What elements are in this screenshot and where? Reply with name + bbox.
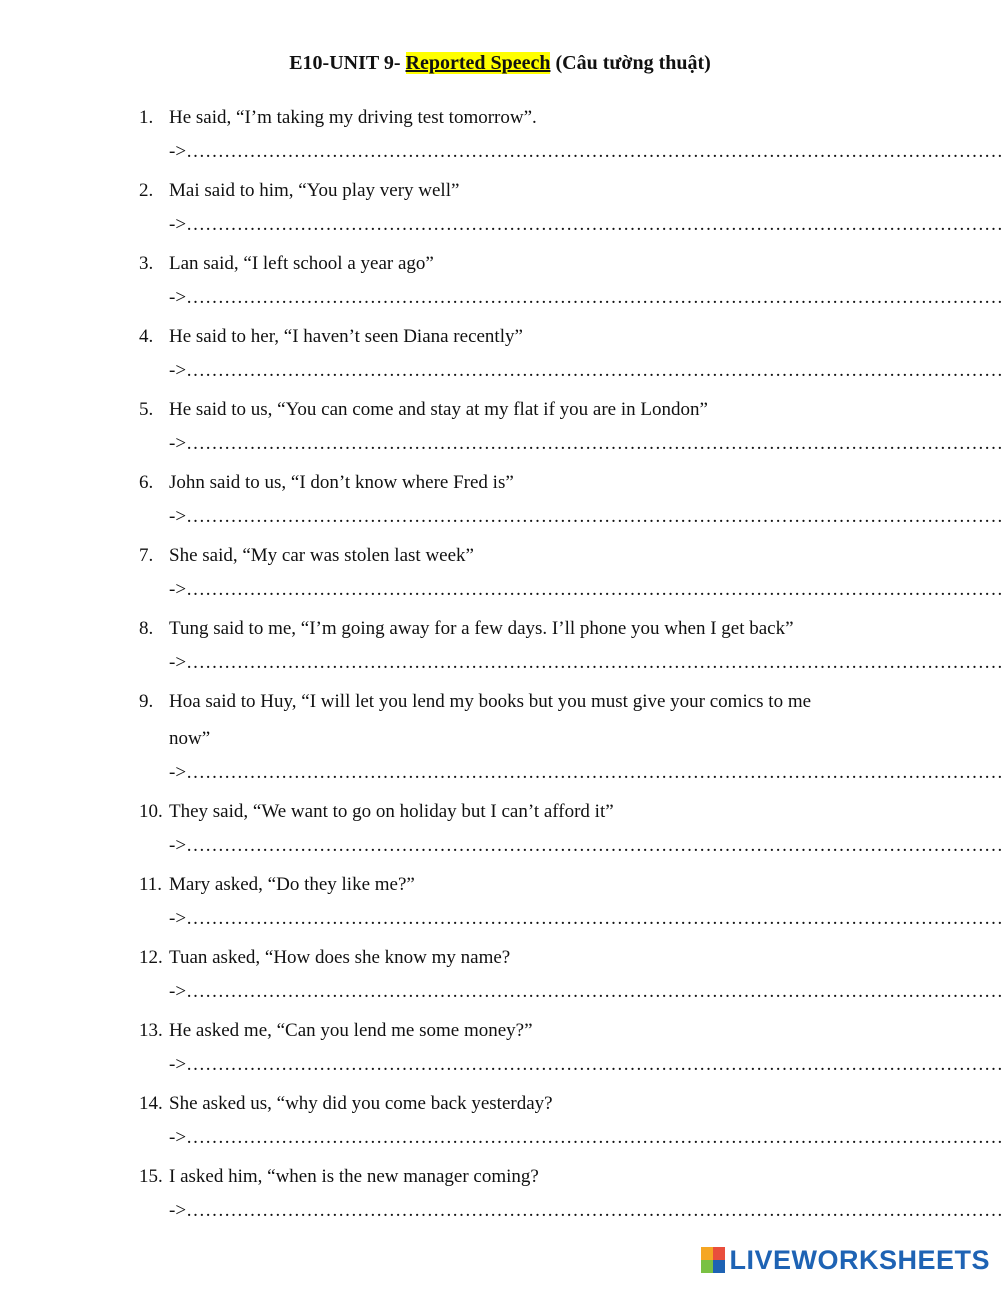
question-text: He said to us, “You can come and stay at my flat if you are in London” xyxy=(169,399,708,420)
question-item xyxy=(139,537,899,574)
question-item xyxy=(139,318,899,355)
question-item xyxy=(139,793,899,830)
question-number: 11. xyxy=(139,874,163,895)
answer-line[interactable]: ->………………………………………………………………………………………………………………… xyxy=(169,1200,1003,1221)
question-number: 12. xyxy=(139,947,163,968)
question-number: 13. xyxy=(139,1020,163,1041)
question-item xyxy=(139,939,899,976)
liveworksheets-logo xyxy=(701,1245,990,1275)
question-item xyxy=(139,1158,899,1195)
answer-line[interactable]: ->………………………………………………………………………………………………………………… xyxy=(169,214,1003,235)
question-item xyxy=(139,610,899,647)
question-text: They said, “We want to go on holiday but I can’t afford it” xyxy=(169,801,614,822)
question-text: Mary asked, “Do they like me?” xyxy=(169,874,415,895)
question-item xyxy=(139,1012,899,1049)
question-item xyxy=(139,391,899,428)
question-item xyxy=(139,464,899,501)
logo-tile xyxy=(713,1260,725,1273)
question-number: 4. xyxy=(139,326,154,347)
question-text-continued: now” xyxy=(169,728,211,749)
question-text: Lan said, “I left school a year ago” xyxy=(169,253,434,274)
question-item xyxy=(139,245,899,282)
answer-line[interactable]: ->………………………………………………………………………………………………………………… xyxy=(169,762,1003,783)
logo-text: LIVEWORKSHEETS xyxy=(729,1244,990,1275)
question-number: 3. xyxy=(139,253,154,274)
answer-line[interactable]: ->………………………………………………………………………………………………………………… xyxy=(169,360,1003,381)
question-item xyxy=(139,172,899,209)
question-text: He asked me, “Can you lend me some money?” xyxy=(169,1020,533,1041)
question-item xyxy=(139,1085,899,1122)
answer-line[interactable]: ->………………………………………………………………………………………………………………… xyxy=(169,981,1003,1002)
question-text: He said, “I’m taking my driving test tomorrow”. xyxy=(169,107,537,128)
logo-icon xyxy=(701,1247,725,1273)
question-text: I asked him, “when is the new manager coming? xyxy=(169,1166,539,1187)
question-text: John said to us, “I don’t know where Fred is” xyxy=(169,472,514,493)
title-prefix: E10-UNIT 9- xyxy=(289,52,406,74)
question-text: Tung said to me, “I’m going away for a few days. I’ll phone you when I get back” xyxy=(169,618,794,639)
question-number: 6. xyxy=(139,472,154,493)
answer-line[interactable]: ->………………………………………………………………………………………………………………… xyxy=(169,506,1003,527)
question-text: She asked us, “why did you come back yesterday? xyxy=(169,1093,553,1114)
logo-tile xyxy=(713,1247,725,1260)
question-number: 14. xyxy=(139,1093,163,1114)
answer-line[interactable]: ->………………………………………………………………………………………………………………… xyxy=(169,579,1003,600)
question-text: She said, “My car was stolen last week” xyxy=(169,545,474,566)
worksheet-title xyxy=(0,52,1000,75)
question-number: 9. xyxy=(139,691,154,712)
question-text: Hoa said to Huy, “I will let you lend my books but you must give your comics to me xyxy=(169,691,812,712)
logo-tile xyxy=(701,1247,713,1260)
answer-line[interactable]: ->………………………………………………………………………………………………………………… xyxy=(169,141,1003,162)
answer-line[interactable]: ->………………………………………………………………………………………………………………… xyxy=(169,1054,1003,1075)
question-item xyxy=(139,99,899,136)
answer-line[interactable]: ->………………………………………………………………………………………………………………… xyxy=(169,835,1003,856)
answer-line[interactable]: ->………………………………………………………………………………………………………………… xyxy=(169,433,1003,454)
question-text: Tuan asked, “How does she know my name? xyxy=(169,947,511,968)
question-text: He said to her, “I haven’t seen Diana recently” xyxy=(169,326,523,347)
question-number: 8. xyxy=(139,618,154,639)
answer-line[interactable]: ->………………………………………………………………………………………………………………… xyxy=(169,908,1003,929)
question-number: 7. xyxy=(139,545,154,566)
answer-line[interactable]: ->………………………………………………………………………………………………………………… xyxy=(169,287,1003,308)
answer-line[interactable]: ->………………………………………………………………………………………………………………… xyxy=(169,652,1003,673)
question-number: 10. xyxy=(139,801,163,822)
question-number: 15. xyxy=(139,1166,163,1187)
logo-tile xyxy=(701,1260,713,1273)
answer-line[interactable]: ->………………………………………………………………………………………………………………… xyxy=(169,1127,1003,1148)
question-item xyxy=(139,683,899,749)
question-number: 2. xyxy=(139,180,154,201)
question-number: 5. xyxy=(139,399,154,420)
question-number: 1. xyxy=(139,107,154,128)
title-suffix: (Câu tường thuật) xyxy=(550,52,711,74)
question-item xyxy=(139,866,899,903)
question-text: Mai said to him, “You play very well” xyxy=(169,180,460,201)
title-highlight: Reported Speech xyxy=(405,52,551,74)
